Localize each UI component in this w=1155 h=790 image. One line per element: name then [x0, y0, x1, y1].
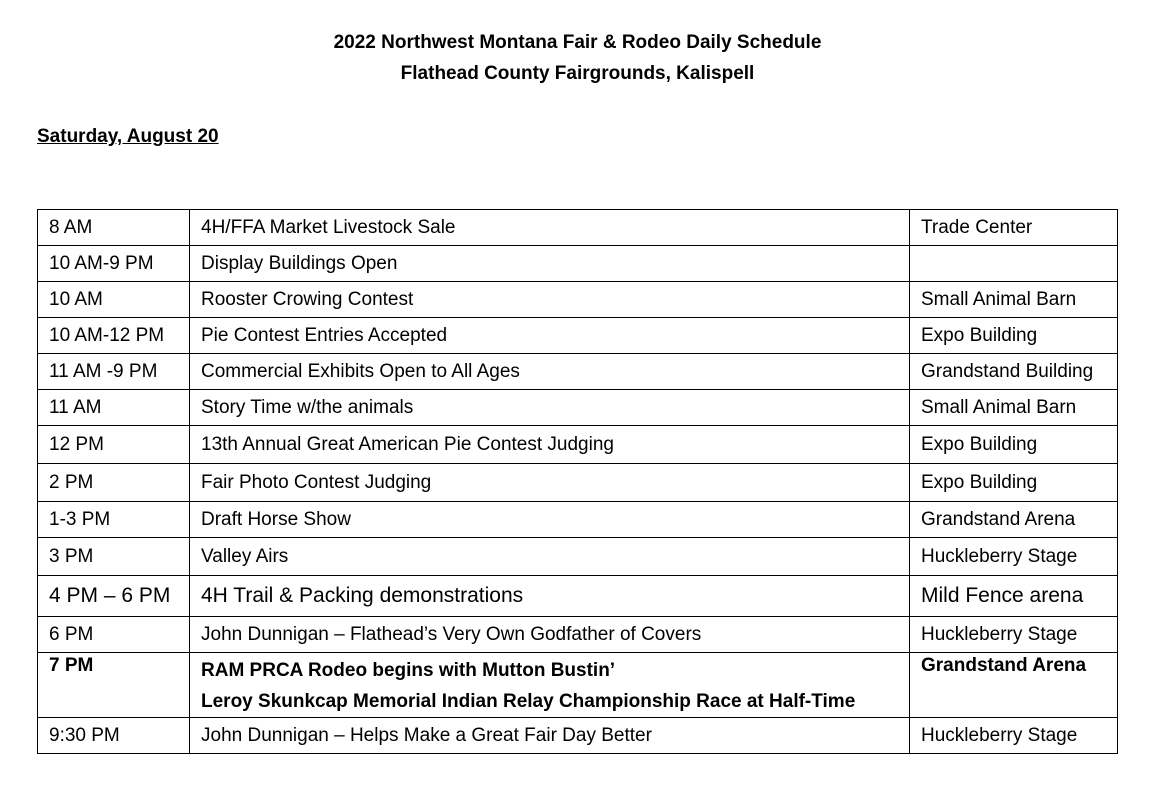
location-cell [910, 246, 1118, 282]
time-cell: 11 AM -9 PM [38, 354, 190, 390]
event-cell [190, 653, 910, 718]
event-cell: John Dunnigan – Flathead’s Very Own Godfather of Covers [190, 617, 910, 653]
time-cell: 7 PM [38, 653, 190, 718]
location-cell: Expo Building [910, 318, 1118, 354]
time-cell: 11 AM [38, 390, 190, 426]
event-line: Leroy Skunkcap Memorial Indian Relay Championship Race at Half-Time [201, 691, 856, 712]
event-cell: 13th Annual Great American Pie Contest Judging [190, 426, 910, 464]
schedule-row [38, 318, 1118, 354]
location-cell: Grandstand Arena [910, 502, 1118, 538]
document-title: 2022 Northwest Montana Fair & Rodeo Daily Schedule [333, 32, 822, 53]
document-subtitle: Flathead County Fairgrounds, Kalispell [400, 63, 755, 84]
schedule-row [38, 246, 1118, 282]
schedule-row-highlight [38, 653, 1118, 718]
schedule-row [38, 210, 1118, 246]
document-header [0, 27, 1155, 89]
location-cell: Huckleberry Stage [910, 718, 1118, 754]
schedule-row [38, 464, 1118, 502]
time-cell: 12 PM [38, 426, 190, 464]
location-cell: Grandstand Building [910, 354, 1118, 390]
time-cell: 9:30 PM [38, 718, 190, 754]
time-cell: 3 PM [38, 538, 190, 576]
event-cell: Rooster Crowing Contest [190, 282, 910, 318]
location-cell: Huckleberry Stage [910, 617, 1118, 653]
time-cell: 10 AM-12 PM [38, 318, 190, 354]
event-cell: 4H Trail & Packing demonstrations [190, 576, 910, 617]
schedule-row [38, 538, 1118, 576]
location-cell: Small Animal Barn [910, 282, 1118, 318]
schedule-row [38, 502, 1118, 538]
time-cell: 2 PM [38, 464, 190, 502]
location-cell: Grandstand Arena [910, 653, 1118, 718]
date-heading: Saturday, August 20 [37, 126, 219, 147]
schedule-row [38, 617, 1118, 653]
schedule-table [37, 209, 1118, 754]
location-cell: Trade Center [910, 210, 1118, 246]
event-line: RAM PRCA Rodeo begins with Mutton Bustin’ [201, 660, 616, 681]
location-cell: Mild Fence arena [910, 576, 1118, 617]
event-cell: 4H/FFA Market Livestock Sale [190, 210, 910, 246]
event-cell: Valley Airs [190, 538, 910, 576]
event-cell: Commercial Exhibits Open to All Ages [190, 354, 910, 390]
schedule-row [38, 576, 1118, 617]
event-cell: John Dunnigan – Helps Make a Great Fair Day Better [190, 718, 910, 754]
time-cell: 4 PM – 6 PM [38, 576, 190, 617]
location-cell: Small Animal Barn [910, 390, 1118, 426]
time-cell: 1-3 PM [38, 502, 190, 538]
schedule-row [38, 390, 1118, 426]
schedule-row [38, 282, 1118, 318]
location-cell: Expo Building [910, 426, 1118, 464]
time-cell: 6 PM [38, 617, 190, 653]
event-cell: Pie Contest Entries Accepted [190, 318, 910, 354]
event-cell: Display Buildings Open [190, 246, 910, 282]
event-cell: Draft Horse Show [190, 502, 910, 538]
time-cell: 10 AM-9 PM [38, 246, 190, 282]
schedule-row [38, 354, 1118, 390]
time-cell: 10 AM [38, 282, 190, 318]
location-cell: Expo Building [910, 464, 1118, 502]
event-cell: Story Time w/the animals [190, 390, 910, 426]
event-cell: Fair Photo Contest Judging [190, 464, 910, 502]
schedule-row [38, 426, 1118, 464]
location-cell: Huckleberry Stage [910, 538, 1118, 576]
schedule-row [38, 718, 1118, 754]
time-cell: 8 AM [38, 210, 190, 246]
